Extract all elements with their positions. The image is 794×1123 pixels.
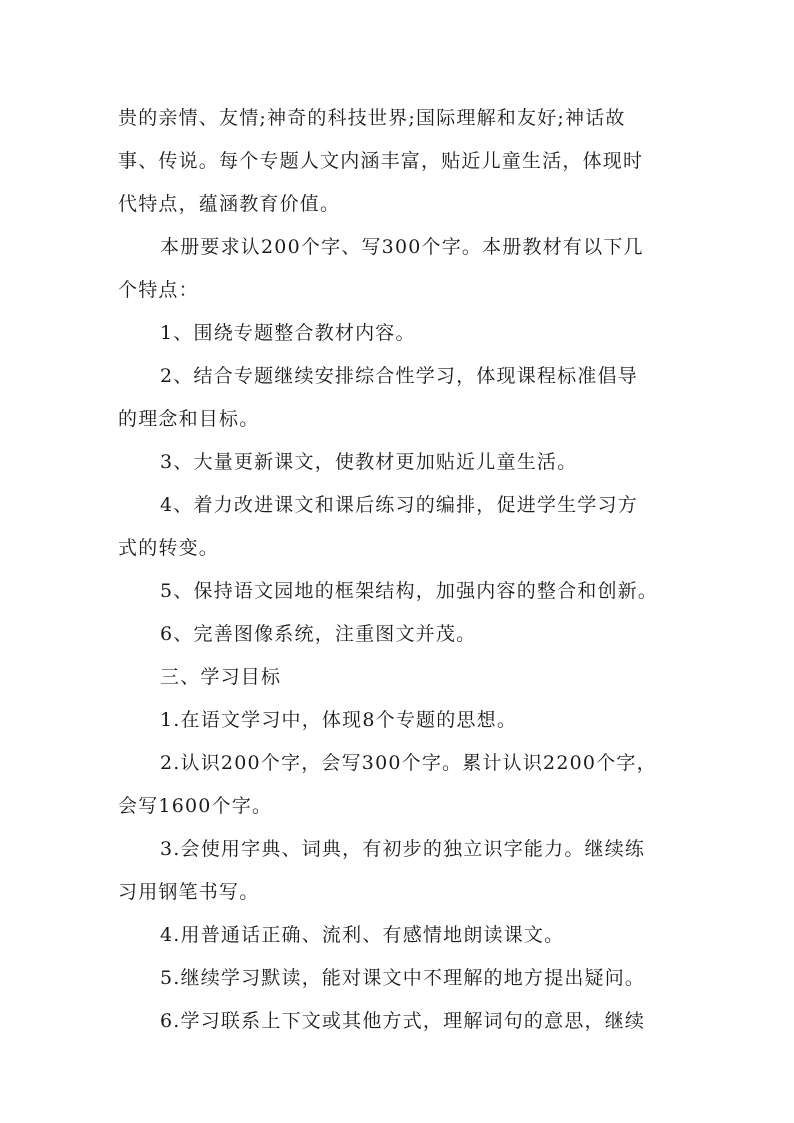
section-heading: 三、学习目标 xyxy=(160,666,282,688)
text-line: 习用钢笔书写。 xyxy=(118,881,260,903)
list-item: 4、着力改进课文和课后练习的编排，促进学生学习方 xyxy=(160,494,638,516)
text-line: 式的转变。 xyxy=(118,537,220,559)
list-item: 2、结合专题继续安排综合性学习，体现课程标准倡导 xyxy=(160,365,638,387)
list-item: 2.认识200个字，会写300个字。累计认识2200个字， xyxy=(160,752,657,774)
list-item: 6、完善图像系统，注重图文并茂。 xyxy=(160,623,477,645)
text-line: 代特点，蕴涵教育价值。 xyxy=(118,193,341,215)
list-item: 1.在语文学习中，体现8个专题的思想。 xyxy=(160,709,518,731)
list-item: 3、大量更新课文，使教材更加贴近儿童生活。 xyxy=(160,451,578,473)
text-line: 事、传说。每个专题人文内涵丰富，贴近儿童生活，体现时 xyxy=(118,150,644,172)
text-line: 贵的亲情、友情;神奇的科技世界;国际理解和友好;神话故 xyxy=(118,107,626,129)
list-item: 1、围绕专题整合教材内容。 xyxy=(160,322,416,344)
paragraph-first-line: 本册要求认200个字、写300个字。本册教材有以下几 xyxy=(160,236,644,258)
list-item: 6.学习联系上下文或其他方式，理解词句的意思，继续 xyxy=(160,1010,646,1032)
text-line: 会写1600个字。 xyxy=(118,795,273,817)
list-item: 5、保持语文园地的框架结构，加强内容的整合和创新。 xyxy=(160,580,659,602)
list-item: 3.会使用字典、词典，有初步的独立识字能力。继续练 xyxy=(160,838,646,860)
text-line: 的理念和目标。 xyxy=(118,408,260,430)
list-item: 5.继续学习默读，能对课文中不理解的地方提出疑问。 xyxy=(160,967,646,989)
list-item: 4.用普通话正确、流利、有感情地朗读课文。 xyxy=(160,924,565,946)
text-line: 个特点： xyxy=(118,279,199,301)
